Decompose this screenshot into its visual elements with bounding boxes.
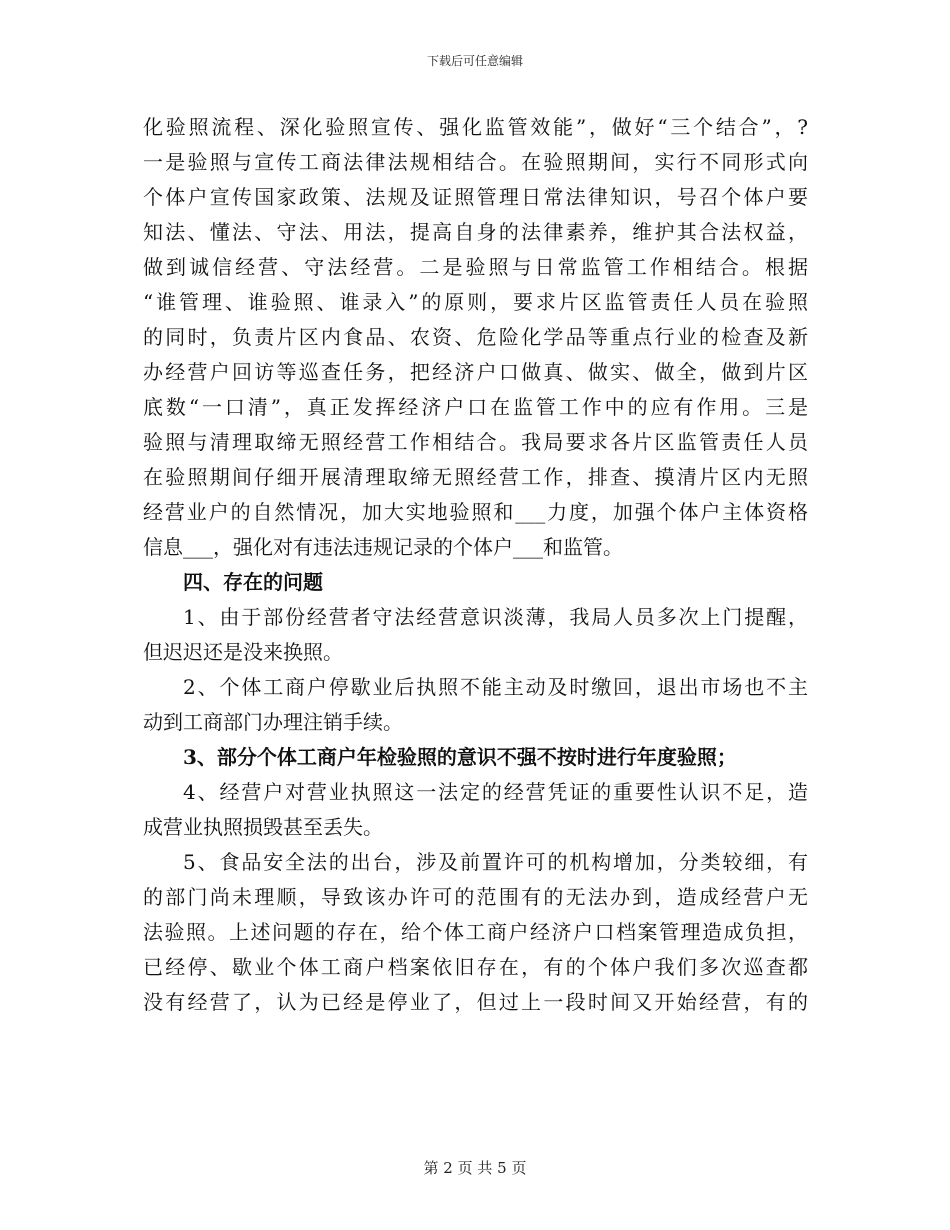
list-item-line: 但迟迟还是没来换照。 [143, 640, 343, 664]
list-item-line: 没有经营了，认为已经是停业了，但过上一段时间又开始经营，有的 [143, 990, 808, 1014]
paragraph-line: 一是验照与宣传工商法律法规相结合。在验照期间，实行不同形式向 [143, 150, 808, 174]
list-item-line: 3、部分个体工商户年检验照的意识不强不按时进行年度验照； [183, 745, 737, 769]
page-number: 第 2 页 共 5 页 [423, 1159, 527, 1177]
paragraph-line: 办经营户回访等巡查任务，把经济户口做真、做实、做全，做到片区 [143, 360, 808, 384]
paragraph-line: 化验照流程、深化验照宣传、强化监管效能”，做好“三个结合”，? [143, 115, 808, 139]
paragraph-line: 验照与清理取缔无照经营工作相结合。我局要求各片区监管责任人员 [143, 430, 808, 454]
paragraph-line: 经营业户的自然情况，加大实地验照和___力度，加强个体户主体资格 [143, 500, 808, 524]
list-item-line: 动到工商部门办理注销手续。 [143, 710, 403, 734]
list-item-line: 的部门尚未理顺，导致该办许可的范围有的无法办到，造成经营户无 [143, 885, 808, 909]
paragraph-line: 做到诚信经营、守法经营。二是验照与日常监管工作相结合。根据 [143, 255, 808, 279]
paragraph-line: 底数“一口清”，真正发挥经济户口在监管工作中的应有作用。三是 [143, 395, 808, 419]
document-body [143, 110, 808, 1020]
section-heading: 四、存在的问题 [183, 570, 323, 594]
list-item-line: 成营业执照损毁甚至丢失。 [143, 815, 383, 839]
paragraph-line: 在验照期间仔细开展清理取缔无照经营工作，排查、摸清片区内无照 [143, 465, 808, 489]
list-item-line: 1、由于部份经营者守法经营意识淡薄，我局人员多次上门提醒， [183, 605, 808, 629]
paragraph-line: 信息___，强化对有违法违规记录的个体户___和监管。 [143, 535, 623, 559]
list-item-line: 5、食品安全法的出台，涉及前置许可的机构增加，分类较细，有 [183, 850, 808, 874]
page-header-note: 下载后可任意编辑 [426, 54, 523, 68]
paragraph-line: 的同时，负责片区内食品、农资、危险化学品等重点行业的检查及新 [143, 325, 808, 349]
paragraph-line: “谁管理、谁验照、谁录入”的原则，要求片区监管责任人员在验照 [143, 290, 808, 314]
list-item-line: 法验照。上述问题的存在，给个体工商户经济户口档案管理造成负担， [143, 920, 808, 944]
list-item-line: 2、个体工商户停歇业后执照不能主动及时缴回，退出市场也不主 [183, 675, 808, 699]
paragraph-line: 知法、懂法、守法、用法，提高自身的法律素养，维护其合法权益， [143, 220, 808, 244]
paragraph-line: 个体户宣传国家政策、法规及证照管理日常法律知识，号召个体户要 [143, 185, 808, 209]
list-item-line: 已经停、歇业个体工商户档案依旧存在，有的个体户我们多次巡查都 [143, 955, 808, 979]
list-item-line: 4、经营户对营业执照这一法定的经营凭证的重要性认识不足，造 [183, 780, 808, 804]
